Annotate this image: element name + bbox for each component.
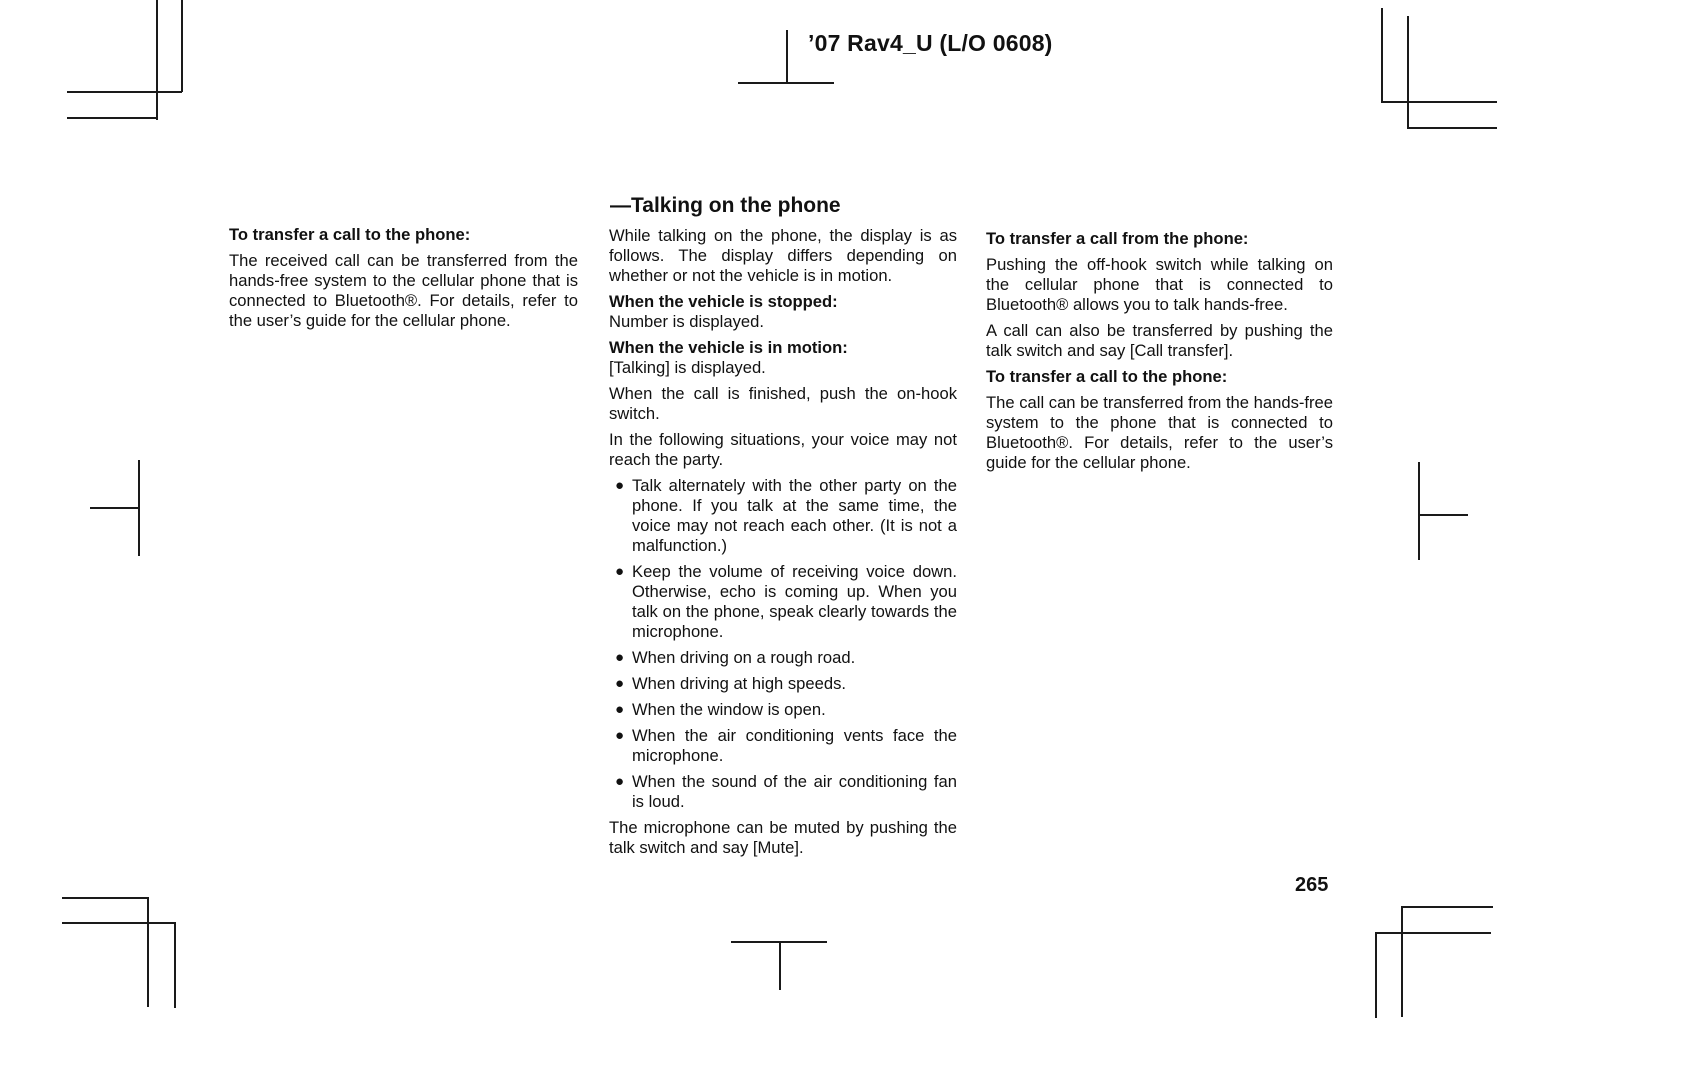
- bullet-icon: ●: [615, 727, 625, 744]
- vehicle-in-motion-heading: When the vehicle is in motion:: [609, 338, 848, 357]
- transfer-to-phone-text: The call can be transferred from the hands-free system to the phone that is connected to Bluetooth®. For details, refer to the user’s guide for the cellular phone.: [986, 393, 1333, 472]
- section-title: —Talking on the phone: [610, 194, 841, 217]
- bullet-icon: ●: [615, 701, 625, 718]
- mute-text: The microphone can be muted by pushing the talk switch and say [Mute].: [609, 818, 957, 857]
- left-column: [229, 225, 578, 337]
- list-item: ● Talk alternately with the other party on the phone. If you talk at the same time, the voice may not reach each other. (It is not a malfunction.): [615, 476, 957, 555]
- transfer-to-phone-heading: To transfer a call to the phone:: [986, 367, 1228, 386]
- transfer-from-phone-text: Pushing the off-hook switch while talking on the cellular phone that is connected to Bluetooth® allows you to talk hands-free.: [986, 255, 1333, 314]
- list-item: ● When driving on a rough road.: [615, 648, 856, 667]
- list-item: ● When the sound of the air conditioning fan is loud.: [615, 772, 957, 811]
- vehicle-in-motion-text: [Talking] is displayed.: [609, 358, 766, 377]
- list-item: ● When driving at high speeds.: [615, 674, 847, 693]
- list-item: ● When the window is open.: [615, 700, 826, 719]
- page-number: 265: [1295, 874, 1329, 896]
- vehicle-stopped-heading: When the vehicle is stopped:: [609, 292, 838, 311]
- situations-intro-text: In the following situations, your voice may not reach the party.: [609, 430, 957, 469]
- transfer-to-phone-heading: To transfer a call to the phone:: [229, 225, 471, 244]
- display-intro-text: While talking on the phone, the display is as follows. The display differs depending on whether or not the vehicle is in motion.: [609, 226, 957, 285]
- situations-list: [609, 476, 957, 812]
- document-id-header: ’07 Rav4_U (L/O 0608): [808, 30, 1053, 56]
- call-transfer-text: A call can also be transferred by pushing the talk switch and say [Call transfer].: [986, 321, 1333, 360]
- bullet-icon: ●: [615, 675, 625, 692]
- right-column: [986, 229, 1333, 479]
- bullet-icon: ●: [615, 773, 625, 790]
- middle-column: [609, 226, 957, 864]
- list-item: ● Keep the volume of receiving voice down. Otherwise, echo is coming up. When you talk on the phone, speak clearly towards the microphone.: [615, 562, 957, 641]
- vehicle-stopped-text: Number is displayed.: [609, 312, 764, 331]
- list-item: ● When the air conditioning vents face the microphone.: [615, 726, 957, 765]
- transfer-to-phone-text: The received call can be transferred from the hands-free system to the cellular phone that is connected to Bluetooth®. For details, refer to the user’s guide for the cellular phone.: [229, 251, 578, 330]
- bullet-icon: ●: [615, 477, 625, 494]
- call-finished-text: When the call is finished, push the on-hook switch.: [609, 384, 957, 423]
- bullet-icon: ●: [615, 563, 625, 580]
- bullet-icon: ●: [615, 649, 625, 666]
- transfer-from-phone-heading: To transfer a call from the phone:: [986, 229, 1249, 248]
